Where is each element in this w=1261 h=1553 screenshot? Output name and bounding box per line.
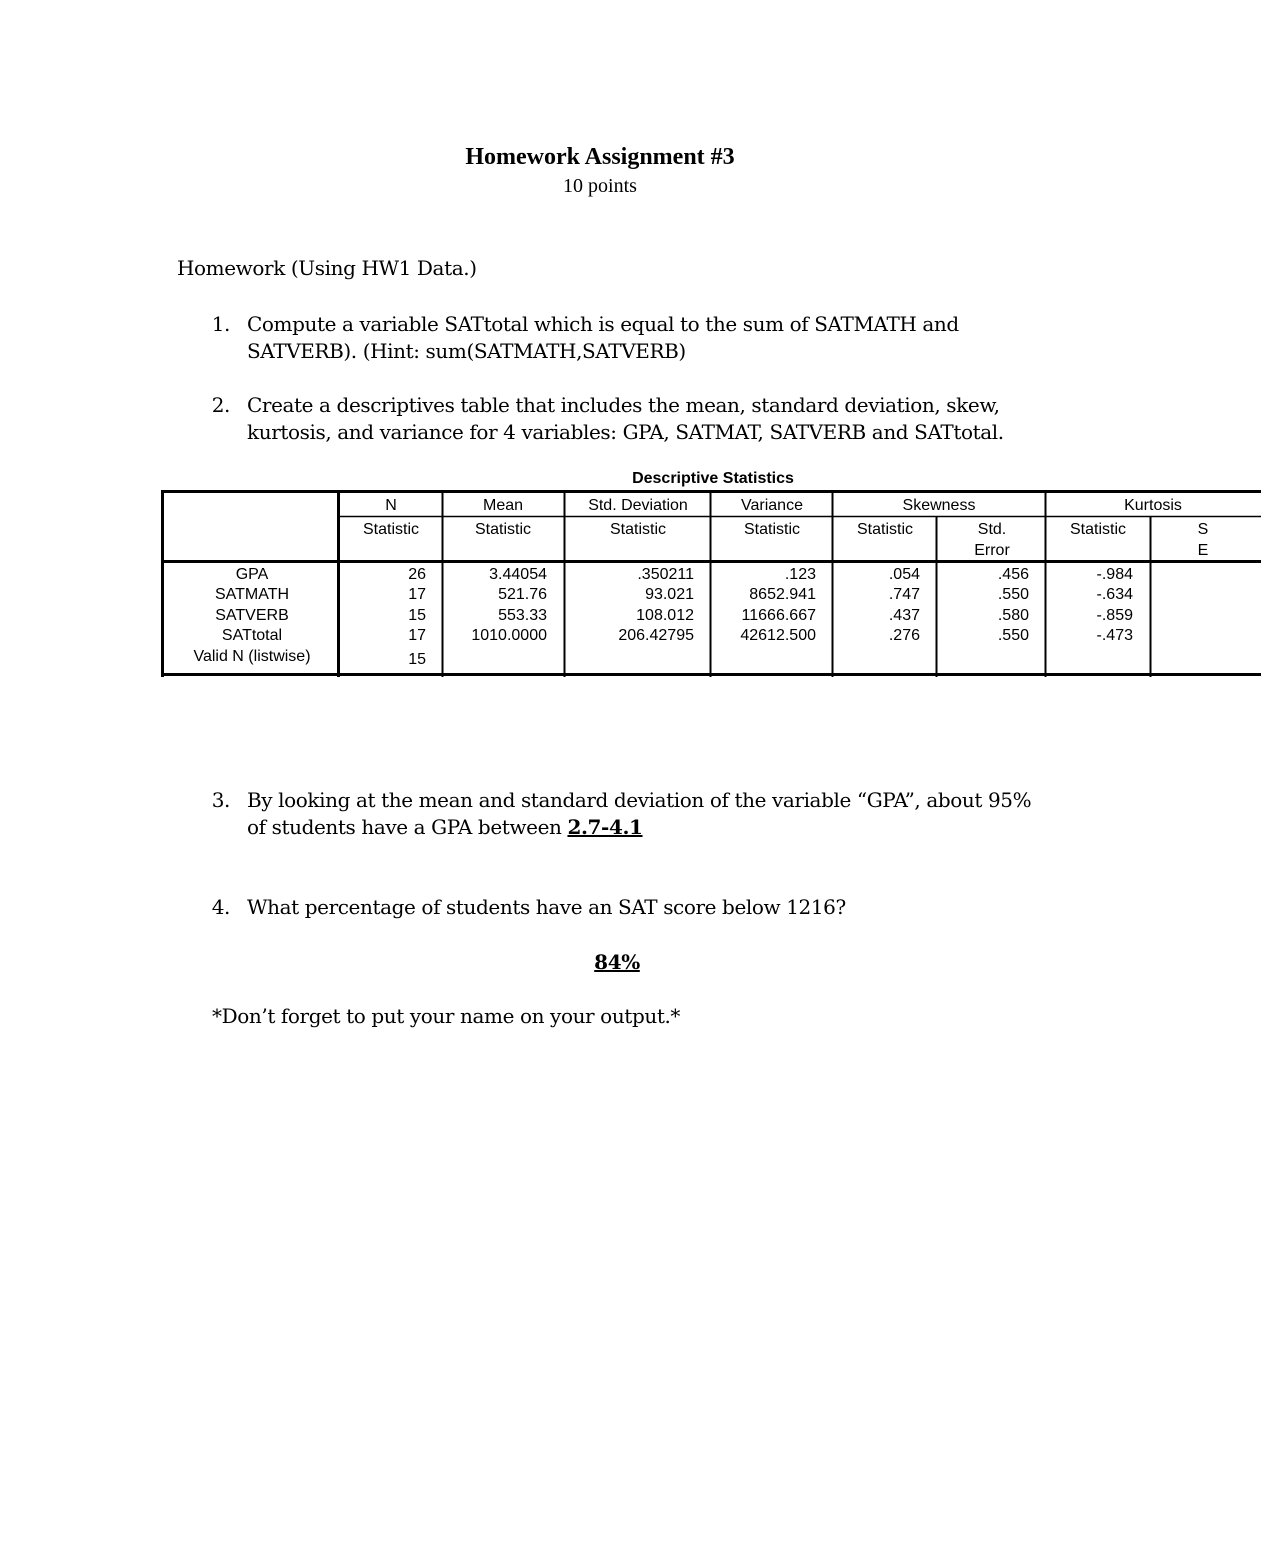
cell-mean: 553.33 [498, 607, 547, 624]
table-caption: Descriptive Statistics [632, 470, 794, 487]
subheader-statistic: Statistic [474, 521, 532, 538]
cell-std-dev: .350211 [637, 566, 694, 583]
row-label: Valid N (listwise) [193, 648, 311, 665]
question-text: Compute a variable SATtotal which is equal to the sum of SATMATH and [247, 312, 959, 336]
cell-skew-se: .550 [997, 627, 1029, 644]
cell-mean: 521.76 [498, 586, 547, 603]
subheader-error: Error [974, 542, 1010, 559]
subheader-statistic: Statistic [609, 521, 667, 538]
cell-std-dev: 108.012 [636, 607, 694, 624]
cell-skew-se: .580 [997, 607, 1029, 624]
page-title: Homework Assignment #3 [465, 144, 735, 170]
descriptive-statistics-table [161, 490, 1261, 677]
cell-kurt-stat: -.984 [1096, 566, 1133, 583]
question-text: By looking at the mean and standard deviation of the variable “GPA”, about 95% [247, 788, 1032, 812]
row-label: SATMATH [214, 586, 290, 603]
cell-std-dev: 206.42795 [618, 627, 694, 644]
row-label: GPA [235, 566, 269, 583]
question-number: 3. [211, 788, 230, 812]
row-label: SATtotal [221, 627, 283, 644]
question-number: 1. [211, 312, 230, 336]
question-number: 4. [211, 895, 230, 919]
cell-n: 17 [408, 586, 426, 603]
cell-kurt-stat: -.473 [1096, 627, 1133, 644]
cell-n: 17 [408, 627, 426, 644]
row-label: SATVERB [215, 607, 289, 624]
cell-n: 15 [408, 607, 426, 624]
cell-skew-stat: .276 [888, 627, 920, 644]
cell-n: 26 [408, 566, 426, 583]
subheader-statistic: Statistic [743, 521, 801, 538]
cell-variance: .123 [784, 566, 816, 583]
question-text [247, 815, 643, 839]
cell-kurt-stat: -.634 [1096, 586, 1133, 603]
question-text: What percentage of students have an SAT score below 1216? [247, 895, 846, 919]
header-skewness: Skewness [902, 497, 976, 514]
cell-skew-se: .456 [997, 566, 1029, 583]
question-text: SATVERB). (Hint: sum(SATMATH,SATVERB) [247, 339, 686, 363]
cell-mean: 3.44054 [489, 566, 547, 583]
table-grid [161, 490, 1261, 677]
cell-variance: 11666.667 [741, 607, 816, 624]
question-text: kurtosis, and variance for 4 variables: GPA, SATMAT, SATVERB and SATtotal. [247, 420, 1004, 444]
header-mean: Mean [482, 497, 524, 514]
header-kurtosis: Kurtosis [1124, 497, 1182, 514]
subheader-statistic: Statistic [856, 521, 914, 538]
header-std-deviation: Std. Deviation [588, 497, 688, 514]
cell-variance: 42612.500 [740, 627, 816, 644]
cell-variance: 8652.941 [749, 586, 816, 603]
cell-skew-stat: .437 [888, 607, 920, 624]
cell-std-dev: 93.021 [645, 586, 694, 603]
question-number: 2. [211, 393, 230, 417]
answer-gpa-range: 2.7-4.1 [567, 815, 643, 839]
cell-mean: 1010.0000 [471, 627, 547, 644]
subheader-statistic: Statistic [362, 521, 420, 538]
header-n: N [385, 497, 397, 514]
answer-sat-percentage: 84% [594, 950, 640, 974]
subheader-std-cut: S [1197, 521, 1209, 538]
cell-skew-stat: .747 [888, 586, 920, 603]
cell-skew-stat: .054 [888, 566, 920, 583]
cell-kurt-stat: -.859 [1096, 607, 1133, 624]
subheader-error-cut: E [1197, 542, 1209, 559]
question-text: Create a descriptives table that includes the mean, standard deviation, skew, [247, 393, 1000, 417]
footer-note: *Don’t forget to put your name on your output.* [212, 1004, 681, 1028]
header-variance: Variance [741, 497, 803, 514]
cell-skew-se: .550 [997, 586, 1029, 603]
page-subtitle: 10 points [563, 175, 637, 197]
question-text-fragment: of students have a GPA between [247, 815, 568, 839]
cell-n: 15 [408, 651, 426, 668]
subheader-statistic: Statistic [1069, 521, 1127, 538]
subheader-std: Std. [977, 521, 1007, 538]
intro-text: Homework (Using HW1 Data.) [177, 256, 477, 280]
